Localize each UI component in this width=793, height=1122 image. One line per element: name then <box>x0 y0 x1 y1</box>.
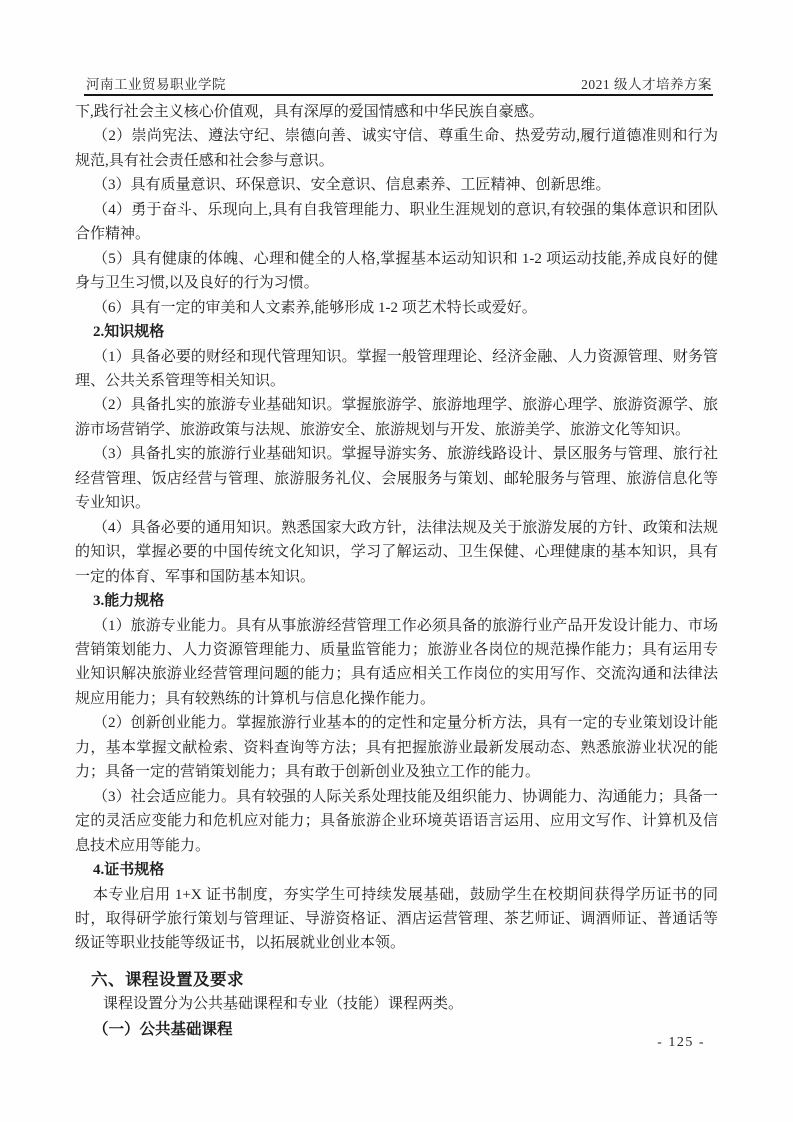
paragraph: （3）具有质量意识、环保意识、安全意识、信息素养、工匠精神、创新思维。 <box>93 177 611 194</box>
paragraph: （6）具有一定的审美和人文素养,能够形成 1-2 项艺术特长或爱好。 <box>93 299 537 316</box>
header-rule <box>84 94 713 96</box>
subsection-heading: （一）公共基础课程 <box>93 1020 233 1038</box>
paragraph: （1）旅游专业能力。具有从事旅游经营管理工作必须具备的旅游行业产品开发设计能力、市场营销策划能力、人力资源管理能力、质量监管能力；旅游业各岗位的规范操作能力；具有运用专业知识解决旅游业经营管理问题的能力；具有适应相关工作岗位的实用写作、交流沟通和法律法规应用能力；具有较熟练的计算机与信息化操作能力。 <box>75 617 718 707</box>
paragraph: （2）创新创业能力。掌握旅游行业基本的的定性和定量分析方法，具有一定的专业策划设计能力，基本掌握文献检索、资料查询等方法；具有把握旅游业最新发展动态、熟悉旅游业状况的能力；具备一定的营销策划能力；具有敢于创新创业及独立工作的能力。 <box>75 715 718 781</box>
paragraph: （2）具备扎实的旅游专业基础知识。掌握旅游学、旅游地理学、旅游心理学、旅游资源学、旅游市场营销学、旅游政策与法规、旅游安全、旅游规划与开发、旅游美学、旅游文化等知识。 <box>75 397 718 438</box>
paragraph: 课程设置分为公共基础课程和专业（技能）课程两类。 <box>103 996 464 1013</box>
paragraph: （3）社会适应能力。具有较强的人际关系处理技能及组织能力、协调能力、沟通能力；具备一定的灵活应变能力和危机应对能力；具备旅游企业环境英语语言运用、应用文写作、计算机及信息技术应用等能力。 <box>75 788 718 854</box>
paragraph: （2）崇尚宪法、遵法守纪、崇德向善、诚实守信、尊重生命、热爱劳动,履行道德准则和行为规范,具有社会责任感和社会参与意识。 <box>75 128 718 169</box>
paragraph: （4）具备必要的通用知识。熟悉国家大政方针，法律法规及关于旅游发展的方针、政策和法规的知识，掌握必要的中国传统文化知识，学习了解运动、卫生保健、心理健康的基本知识，具有一定的体育、军事和国防基本知识。 <box>75 519 718 585</box>
subsection-heading: 2.知识规格 <box>93 324 165 341</box>
subsection-heading: 4.证书规格 <box>93 862 165 879</box>
header-document-title: 2021 级人才培养方案 <box>581 77 712 92</box>
page-number: - 125 - <box>657 1035 705 1050</box>
section-heading: 六、课程设置及要求 <box>91 969 244 989</box>
paragraph: （5）具有健康的体魄、心理和健全的人格,掌握基本运动知识和 1-2 项运动技能,养成良好的健身与卫生习惯,以及良好的行为习惯。 <box>75 250 718 292</box>
paragraph: （3）具备扎实的旅游行业基础知识。掌握导游实务、旅游线路设计、景区服务与管理、旅行社经营管理、饭店经营与管理、旅游服务礼仪、会展服务与策划、邮轮服务与管理、旅游信息化等专业知识。 <box>75 446 718 512</box>
document-body <box>75 100 718 1042</box>
paragraph: 本专业启用 1+X 证书制度，夯实学生可持续发展基础，鼓励学生在校期间获得学历证书的同时，取得研学旅行策划与管理证、导游资格证、酒店运营管理、茶艺师证、调酒师证、普通话等级证等职业技能等级证书，以拓展就业创业本领。 <box>75 886 718 952</box>
subsection-heading: 3.能力规格 <box>93 593 165 610</box>
paragraph: （4）勇于奋斗、乐现向上,具有自我管理能力、职业生涯规划的意识,有较强的集体意识和团队合作精神。 <box>75 201 718 243</box>
page-header <box>86 73 712 93</box>
paragraph: 下,践行社会主义核心价值观，具有深厚的爱国情感和中华民族自豪感。 <box>75 104 544 120</box>
header-school-name: 河南工业贸易职业学院 <box>86 77 226 92</box>
paragraph: （1）具备必要的财经和现代管理知识。掌握一般管理理论、经济金融、人力资源管理、财务管理、公共关系管理等相关知识。 <box>75 348 718 389</box>
